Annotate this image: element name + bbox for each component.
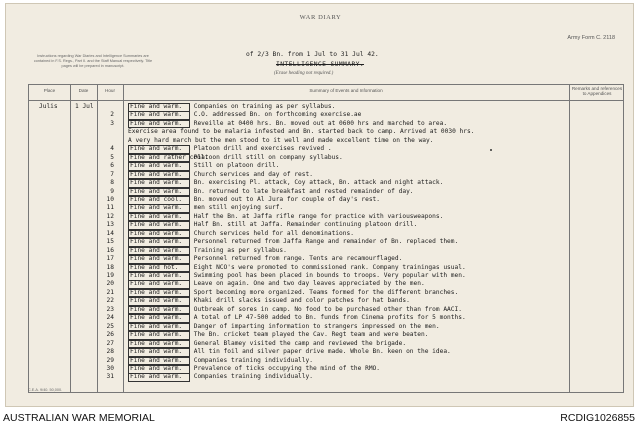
entry-day: 26: [106, 331, 114, 339]
diary-entry-row: [29, 221, 623, 229]
typed-heading: of 2/3 Bn. from 1 Jul to 31 Jul 42.: [246, 51, 379, 58]
event-text: Church services and day of rest.: [193, 170, 313, 178]
entry-day: 7: [110, 170, 114, 178]
weather-note: Fine and warm.: [128, 323, 190, 332]
entry-summary: [128, 247, 287, 256]
entry-day: 13: [106, 221, 114, 229]
diary-entry-row: [29, 314, 623, 322]
event-text: Reveille at 0400 hrs. Bn. moved out at 0600 hrs and marched to area.: [193, 119, 448, 127]
weather-note: Fine and warm.: [128, 297, 190, 306]
entry-day: 22: [106, 297, 114, 305]
weather-note: Fine and warm.: [128, 280, 190, 289]
weather-note: Fine and warm.: [128, 120, 190, 129]
event-text: Companies training individually.: [193, 373, 313, 381]
weather-note: Fine and warm.: [128, 306, 190, 315]
diary-entry-row: [29, 111, 623, 119]
entry-day: 4: [110, 145, 114, 153]
diary-entry-row: [29, 272, 623, 280]
event-text: A very hard march but the men stood to it well and made excellent time on the way.: [128, 136, 434, 144]
event-text: Outbreak of sores in camp. No food to be purchased other than from AACI.: [193, 305, 462, 313]
weather-note: Fine and warm.: [128, 348, 190, 357]
event-text: Sport becoming more organized. Teams formed for the different branches.: [193, 288, 459, 296]
record-id: RCDIG1026855: [560, 412, 635, 424]
column-header-remarks: Remarks and references to Appendices: [571, 86, 623, 96]
event-text: Personnel returned from range. Tents are recamourflaged.: [193, 255, 403, 263]
event-text: Bn. returned to late breakfast and rested remainder of day.: [193, 187, 414, 195]
diary-entry-row: [29, 103, 623, 111]
diary-entry-row: [29, 179, 623, 187]
diary-title: WAR DIARY: [299, 14, 342, 21]
entry-summary: [128, 120, 447, 129]
event-text: Platoon drill still on company syllabus.: [193, 153, 343, 161]
entry-summary: [128, 213, 443, 222]
event-text: General Blamey visited the camp and reviewed the brigade.: [193, 339, 407, 347]
entry-day: 14: [106, 229, 114, 237]
event-text: The Bn. cricket team played the Cav. Regt team and were beaten.: [193, 331, 429, 339]
entry-summary: [128, 230, 354, 239]
entry-day: 28: [106, 348, 114, 356]
diary-table: [28, 84, 624, 393]
weather-note: Fine and warm.: [128, 331, 190, 340]
entry-summary: [128, 306, 462, 315]
entry-summary: [128, 137, 433, 144]
column-header-summary: Summary of Events and Information: [309, 88, 383, 93]
entry-day: 30: [106, 364, 114, 372]
event-text: Swimming pool has been placed in bounds to troops. Very popular with men.: [193, 272, 466, 279]
column-header-date: Date: [78, 88, 89, 93]
entry-summary: [128, 297, 410, 306]
diary-entry-row: [29, 171, 623, 179]
event-text: Half the Bn. at Jaffa rifle range for practice with variousweapons.: [193, 212, 444, 220]
diary-entry-row: [29, 255, 623, 263]
diary-entry-row: [29, 162, 623, 170]
diary-entry-row: [29, 340, 623, 348]
entry-day: 21: [106, 288, 114, 296]
entry-summary: [128, 314, 466, 323]
diary-entry-row: [29, 120, 623, 128]
event-text: Khaki drill slacks issued and color patches for hat bands.: [193, 297, 410, 305]
diary-entry-row: [29, 289, 623, 297]
entry-day: 2: [110, 111, 114, 119]
event-text: Eight NCO's were promoted to commissioned rank. Company trainingas usual.: [193, 263, 466, 271]
weather-note: Fine and warm.: [128, 272, 190, 281]
event-text: Personnel returned from Jaffa Range and remainder of Bn. replaced them.: [193, 238, 459, 246]
weather-note: Fine and warm.: [128, 171, 190, 180]
entry-day: 8: [110, 179, 114, 187]
weather-note: Fine and warm.: [128, 230, 190, 239]
weather-note: Fine and cool.: [128, 196, 190, 205]
entry-day: 19: [106, 272, 114, 279]
entry-place: Julis: [39, 103, 58, 110]
entry-summary: [128, 111, 361, 120]
entry-summary: [128, 340, 406, 349]
entry-day: 31: [106, 373, 114, 381]
entry-day: 15: [106, 238, 114, 246]
entry-day: 5: [110, 153, 114, 161]
entry-summary: [128, 238, 458, 247]
weather-note: Fine and hot.: [128, 264, 190, 273]
diary-entry-row: [29, 188, 623, 196]
entry-date: 1 Jul: [75, 103, 94, 110]
event-text: A total of LP 47-500 added to Bn. funds from Cinema profits for 5 months.: [193, 314, 466, 322]
weather-note: Fine and warm.: [128, 238, 190, 247]
diary-entry-row: [29, 264, 623, 272]
entry-summary: [128, 103, 335, 112]
diary-entry-row: [29, 204, 623, 212]
diary-entry-row: [29, 213, 623, 221]
diary-page: [5, 3, 634, 407]
entry-summary: [128, 348, 451, 357]
entry-day: 27: [106, 339, 114, 347]
entry-day: 3: [110, 119, 114, 127]
entry-day: 16: [106, 246, 114, 254]
diary-entry-row: [29, 357, 623, 365]
entry-day: 29: [106, 356, 114, 364]
diary-entry-row: [29, 230, 623, 238]
weather-note: Fine and warm.: [128, 340, 190, 349]
entry-summary: [128, 331, 428, 340]
entry-summary: [128, 179, 443, 188]
weather-note: Fine and warm.: [128, 314, 190, 323]
entry-summary: [128, 365, 380, 374]
entry-summary: [128, 188, 414, 197]
diary-entry-row: [29, 280, 623, 288]
diary-entry-row: [29, 238, 623, 246]
entry-summary: [128, 289, 458, 298]
weather-note: Fine and warm.: [128, 145, 190, 154]
entry-summary: [128, 145, 332, 154]
event-text: Companies training individually.: [193, 356, 313, 364]
event-text: Exercise area found to be malaria infested and Bn. started back to camp. Arrived at 0030 hrs.: [128, 128, 475, 136]
entry-summary: [128, 264, 466, 273]
entry-day: 6: [110, 162, 114, 170]
entry-summary: [128, 272, 466, 281]
entry-summary: [128, 196, 380, 205]
weather-note: Fine and warm.: [128, 179, 190, 188]
entry-summary: [128, 171, 313, 180]
entry-day: 11: [106, 204, 114, 212]
entry-summary: [128, 154, 343, 163]
event-text: Danger of imparting information to strangers impressed on the men.: [193, 322, 440, 330]
diary-entry-row: [29, 128, 623, 136]
weather-note: Fine and warm.: [128, 247, 190, 256]
diary-entry-row: [29, 247, 623, 255]
entry-day: 23: [106, 305, 114, 313]
diary-entry-row: [29, 297, 623, 305]
event-text: Training as per syllabus.: [193, 246, 287, 254]
weather-note: Fine and warm.: [128, 255, 190, 264]
weather-note: Fine and warm.: [128, 221, 190, 230]
event-text: Platoon drill and exercises revived .: [193, 145, 332, 153]
diary-entry-row: [29, 137, 623, 145]
event-text: Bn. exercising Pl. attack, Coy attack, Bn. attack and night attack.: [193, 179, 444, 187]
diary-entry-row: [29, 145, 623, 153]
diary-entry-row: [29, 348, 623, 356]
weather-note: Fine and warm.: [128, 204, 190, 213]
entry-day: 17: [106, 255, 114, 263]
struck-heading: INTELLIGENCE SUMMARY.: [276, 61, 365, 68]
entry-summary: [128, 255, 402, 264]
weather-note: Fine and warm.: [128, 213, 190, 222]
entry-summary: [128, 280, 425, 289]
weather-note: Fine and warm.: [128, 103, 190, 112]
entry-summary: [128, 221, 417, 230]
entry-summary: [128, 323, 440, 332]
weather-note: Fine and warm.: [128, 365, 190, 374]
diary-entry-row: [29, 154, 623, 162]
diary-entry-row: [29, 196, 623, 204]
diary-entry-row: [29, 306, 623, 314]
weather-note: Fine and rather cool.: [130, 153, 209, 161]
entry-day: 9: [110, 187, 114, 195]
event-text: Bn. moved out to Al Jura for couple of day's rest.: [193, 195, 380, 203]
weather-note: Fine and warm.: [128, 373, 190, 382]
diary-entry-row: [29, 365, 623, 373]
event-text: Leave on again. One and two day leaves appreciated by the men.: [193, 280, 425, 288]
archive-name: AUSTRALIAN WAR MEMORIAL: [3, 412, 155, 424]
entry-day: 25: [106, 322, 114, 330]
weather-note: Fine and warm.: [128, 111, 190, 120]
event-text: Church services held for all denominations.: [193, 229, 354, 237]
ink-mark: [490, 149, 492, 151]
diary-entry-row: [29, 331, 623, 339]
weather-note: Fine and warm.: [128, 162, 190, 171]
weather-note: Fine and warm.: [128, 188, 190, 197]
diary-entry-row: [29, 373, 623, 381]
event-text: Prevalence of ticks occupying the mind of the RMO.: [193, 364, 380, 372]
event-text: C.O. addressed Bn. on forthcoming exercise.ae: [193, 111, 362, 119]
entry-day: 12: [106, 212, 114, 220]
diary-entry-row: [29, 323, 623, 331]
event-text: All tin foil and silver paper drive made. Whole Bn. keen on the idea.: [193, 348, 451, 356]
column-header-place: Place: [43, 88, 56, 93]
form-code: C.E.A. 9/40. 50,000.: [28, 388, 63, 392]
erase-note: (Erase heading not required.): [274, 71, 334, 76]
event-text: Half Bn. still at Jaffa. Remainder continuing platoon drill.: [193, 221, 418, 229]
event-text: Still on platoon drill.: [193, 162, 280, 170]
instructions-note: Instructions regarding War Diaries and Intelligence Summaries are contained in F.S. Regs., Part II. and the Staff Manual respectively. Title pages will be prepared in manuscript.: [33, 54, 153, 68]
entry-summary: [128, 162, 279, 171]
entry-day: 18: [106, 263, 114, 271]
entry-summary: [128, 204, 283, 213]
entry-day: 24: [106, 314, 114, 322]
archive-footer: [0, 410, 639, 427]
header-divider: [29, 100, 623, 101]
entry-day: 20: [106, 280, 114, 288]
event-text: Companies on training as per syllabus.: [193, 103, 336, 110]
entry-summary: [128, 373, 313, 382]
form-number: Army Form C. 2118: [567, 35, 615, 41]
event-text: men still enjoying surf.: [193, 204, 284, 212]
entry-day: 10: [106, 195, 114, 203]
column-header-hour: Hour: [105, 88, 115, 93]
entry-summary: [128, 357, 313, 366]
weather-note: Fine and warm.: [128, 357, 190, 366]
weather-note: Fine and warm.: [128, 289, 190, 298]
entry-summary: [128, 128, 474, 135]
